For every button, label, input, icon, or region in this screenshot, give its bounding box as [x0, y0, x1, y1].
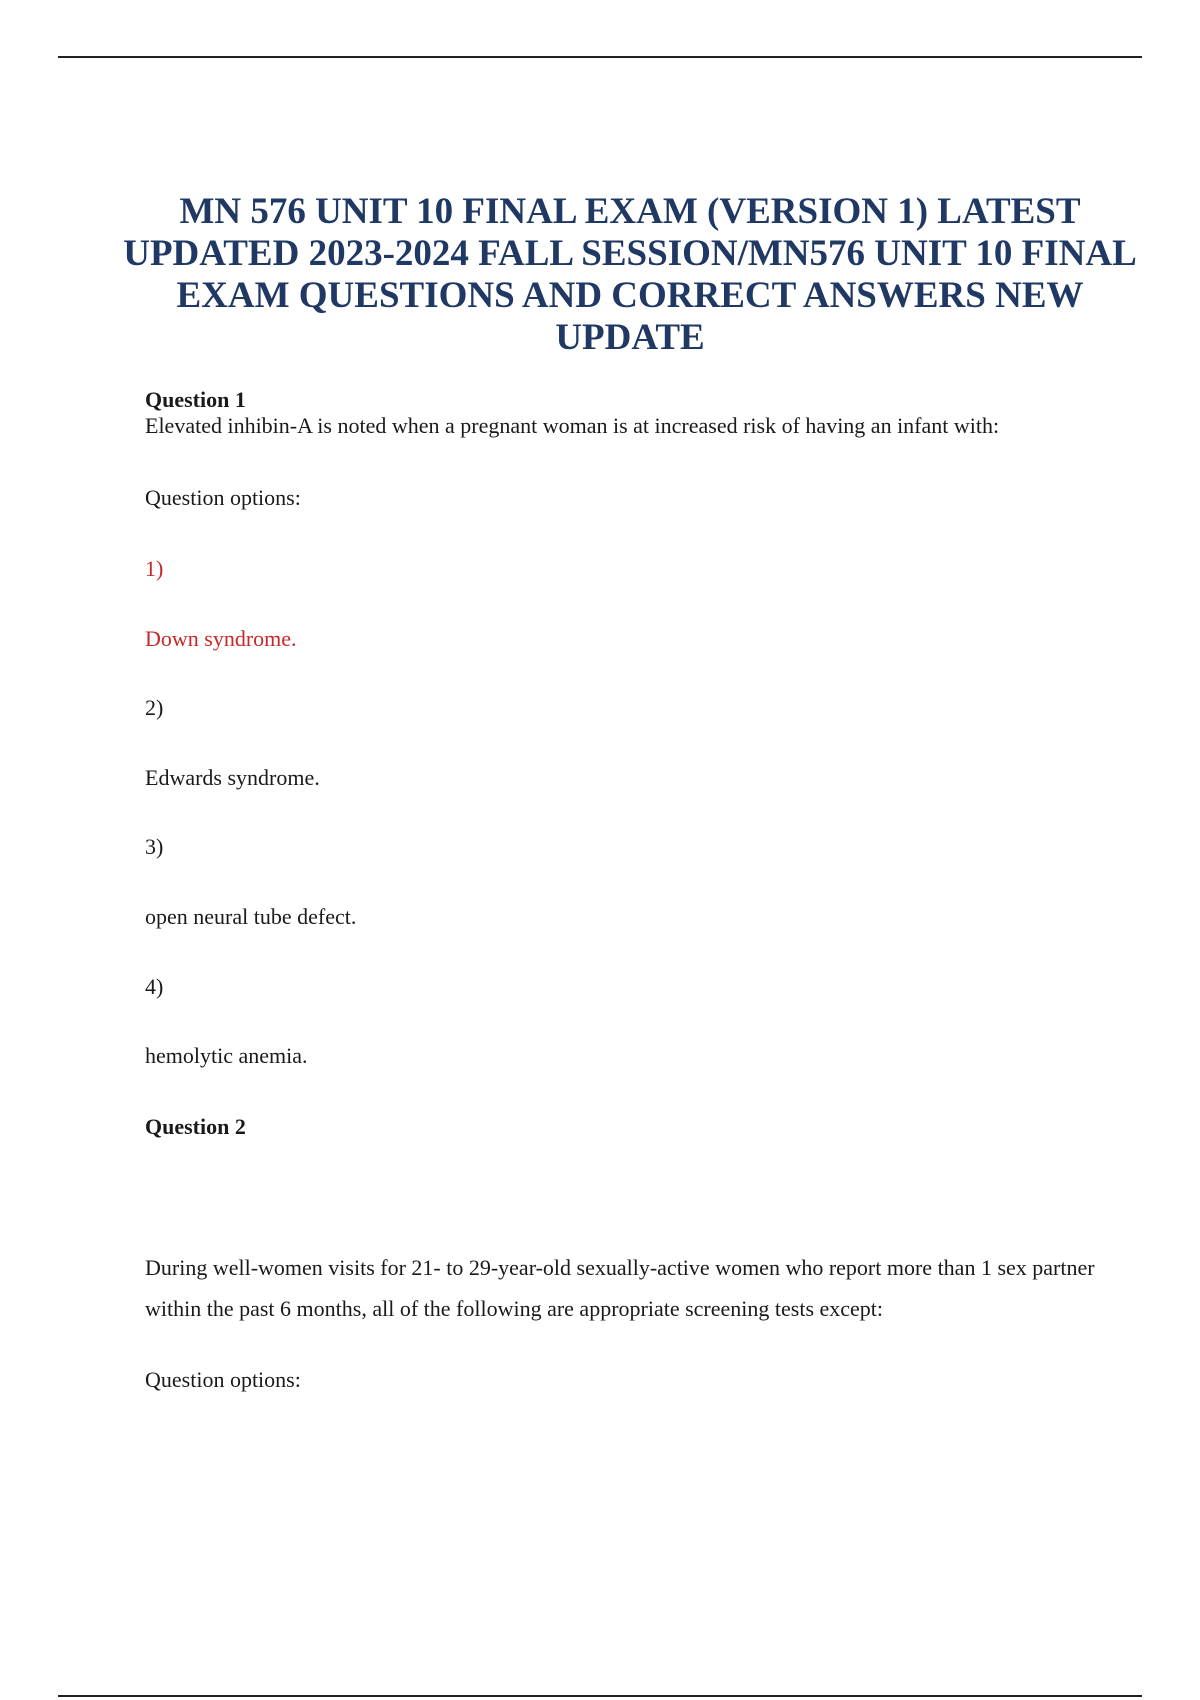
option-text-2: Edwards syndrome.	[145, 765, 320, 790]
option-number-3: 3)	[145, 834, 164, 859]
option-text-3: open neural tube defect.	[145, 904, 357, 929]
option-text-4: hemolytic anemia.	[145, 1043, 308, 1068]
option-number-2: 2)	[145, 695, 164, 720]
bottom-rule	[58, 1695, 1142, 1697]
option-text-1: Down syndrome.	[145, 626, 297, 651]
question-1	[145, 387, 1105, 439]
question-text: Elevated inhibin-A is noted when a pregnant woman is at increased risk of having an infant with:	[145, 413, 1000, 438]
options-label: Question options:	[145, 485, 301, 510]
option-number-1: 1)	[145, 556, 164, 581]
question-2-options-label: Question options:	[145, 1367, 301, 1392]
option-number-4: 4)	[145, 974, 164, 999]
question-heading: Question 1	[145, 387, 246, 412]
document-title: MN 576 UNIT 10 FINAL EXAM (VERSION 1) LATEST UPDATED 2023-2024 FALL SESSION/MN576 UNIT 10 FINAL EXAM QUESTIONS AND CORRECT ANSWERS NEW UPDATE	[123, 190, 1137, 358]
question-2-text: During well-women visits for 21- to 29-year-old sexually-active women who report more than 1 sex partner within the past 6 months, all of the following are appropriate screening tests except:	[145, 1255, 1095, 1321]
question-2-heading: Question 2	[145, 1114, 246, 1139]
top-rule	[58, 56, 1142, 58]
